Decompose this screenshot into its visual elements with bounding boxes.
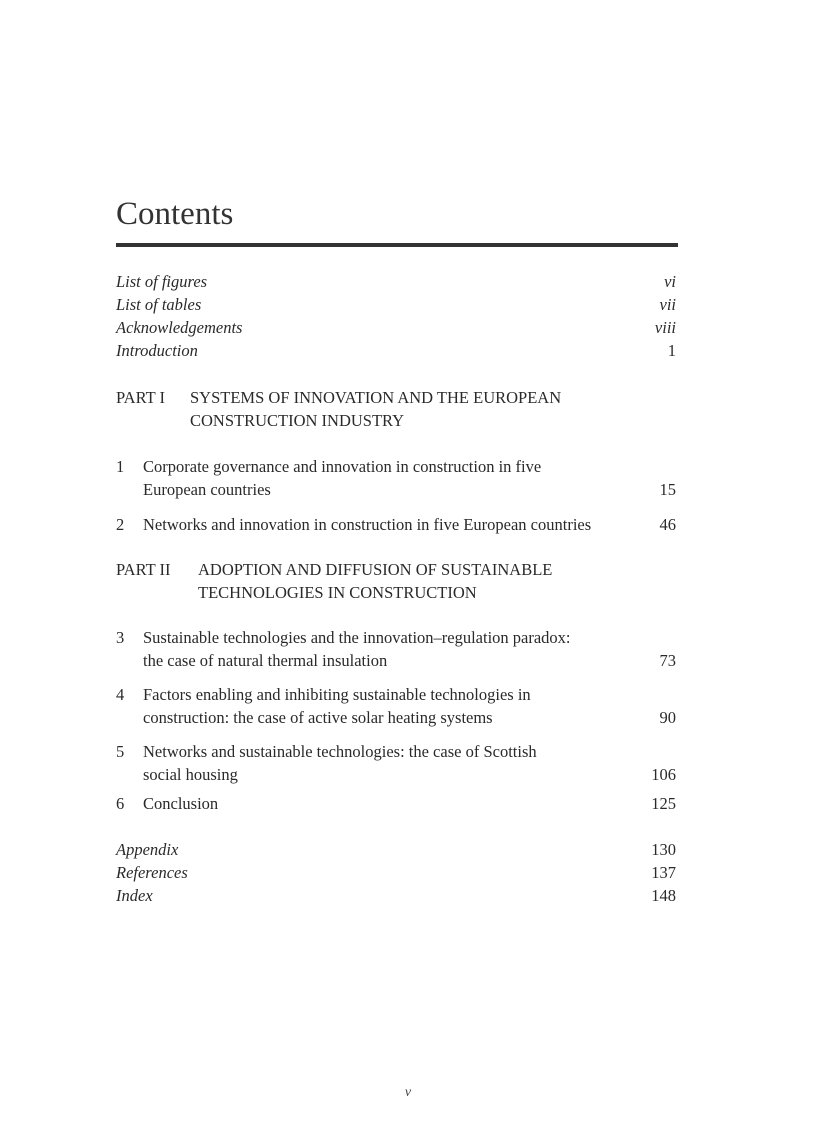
toc-entry-label: Index — [116, 886, 153, 905]
toc-entry-page: 148 — [651, 886, 676, 905]
chapter-3[interactable] — [116, 626, 678, 672]
toc-entry[interactable] — [116, 316, 678, 339]
chapter-number: 2 — [116, 515, 125, 534]
part-title-line: SYSTEMS OF INNOVATION AND THE EUROPEAN — [190, 388, 562, 407]
chapter-page: 90 — [659, 708, 676, 727]
part-title-line: TECHNOLOGIES IN CONSTRUCTION — [198, 583, 477, 602]
toc-entry[interactable] — [116, 339, 678, 362]
part-title-line: CONSTRUCTION INDUSTRY — [190, 411, 405, 430]
chapter-title-line: Corporate governance and innovation in construction in five — [143, 457, 542, 476]
toc-entry[interactable] — [116, 884, 678, 907]
chapter-title-line: social housing — [143, 765, 238, 784]
page-number: v — [404, 1085, 412, 1100]
chapter-number: 6 — [116, 794, 125, 813]
chapter-6[interactable] — [116, 792, 678, 815]
front-matter-list — [116, 270, 678, 362]
toc-entry-page: vi — [664, 272, 676, 291]
toc-entry-label: List of figures — [116, 272, 208, 291]
chapter-page: 73 — [659, 651, 676, 670]
chapter-page: 125 — [651, 794, 676, 813]
chapter-5[interactable] — [116, 740, 678, 786]
chapter-title-line: Networks and innovation in construction in five European countries — [143, 515, 592, 534]
part-2-heading — [116, 558, 678, 604]
toc-entry[interactable] — [116, 270, 678, 293]
chapter-1[interactable] — [116, 455, 678, 501]
chapter-page: 46 — [659, 515, 676, 534]
chapter-page: 15 — [659, 480, 676, 499]
toc-entry[interactable] — [116, 861, 678, 884]
toc-entry-label: References — [116, 863, 188, 882]
chapter-number: 4 — [116, 685, 125, 704]
chapter-number: 5 — [116, 742, 125, 761]
toc-entry-label: Appendix — [116, 840, 179, 859]
toc-entry[interactable] — [116, 838, 678, 861]
toc-entry-label: Acknowledgements — [116, 318, 243, 337]
toc-entry-page: 137 — [651, 863, 676, 882]
part-label: PART I — [116, 388, 165, 407]
chapter-title-line: Networks and sustainable technologies: the case of Scottish — [143, 742, 537, 761]
toc-entry-label: Introduction — [116, 341, 198, 360]
chapter-page: 106 — [651, 765, 676, 784]
toc-entry[interactable] — [116, 293, 678, 316]
chapter-title-line: the case of natural thermal insulation — [143, 651, 388, 670]
chapter-2[interactable] — [116, 513, 678, 536]
title-rule — [116, 243, 678, 247]
chapter-title-line: construction: the case of active solar heating systems — [143, 708, 493, 727]
part-title-line: ADOPTION AND DIFFUSION OF SUSTAINABLE — [198, 560, 553, 579]
part-1-heading — [116, 386, 678, 432]
back-matter-list — [116, 838, 678, 907]
page-title: Contents — [116, 196, 234, 232]
toc-entry-page: 130 — [651, 840, 676, 859]
chapter-title-line: Factors enabling and inhibiting sustainable technologies in — [143, 685, 531, 704]
chapter-title-line: Conclusion — [143, 794, 219, 813]
chapter-number: 1 — [116, 457, 125, 476]
toc-entry-label: List of tables — [116, 295, 202, 314]
chapter-number: 3 — [116, 628, 125, 647]
chapter-4[interactable] — [116, 683, 678, 729]
toc-entry-page: vii — [659, 295, 676, 314]
chapter-title-line: Sustainable technologies and the innovation–regulation paradox: — [143, 628, 571, 647]
chapter-title-line: European countries — [143, 480, 271, 499]
toc-entry-page: 1 — [667, 341, 676, 360]
toc-entry-page: viii — [654, 318, 676, 337]
part-label: PART II — [116, 560, 171, 579]
